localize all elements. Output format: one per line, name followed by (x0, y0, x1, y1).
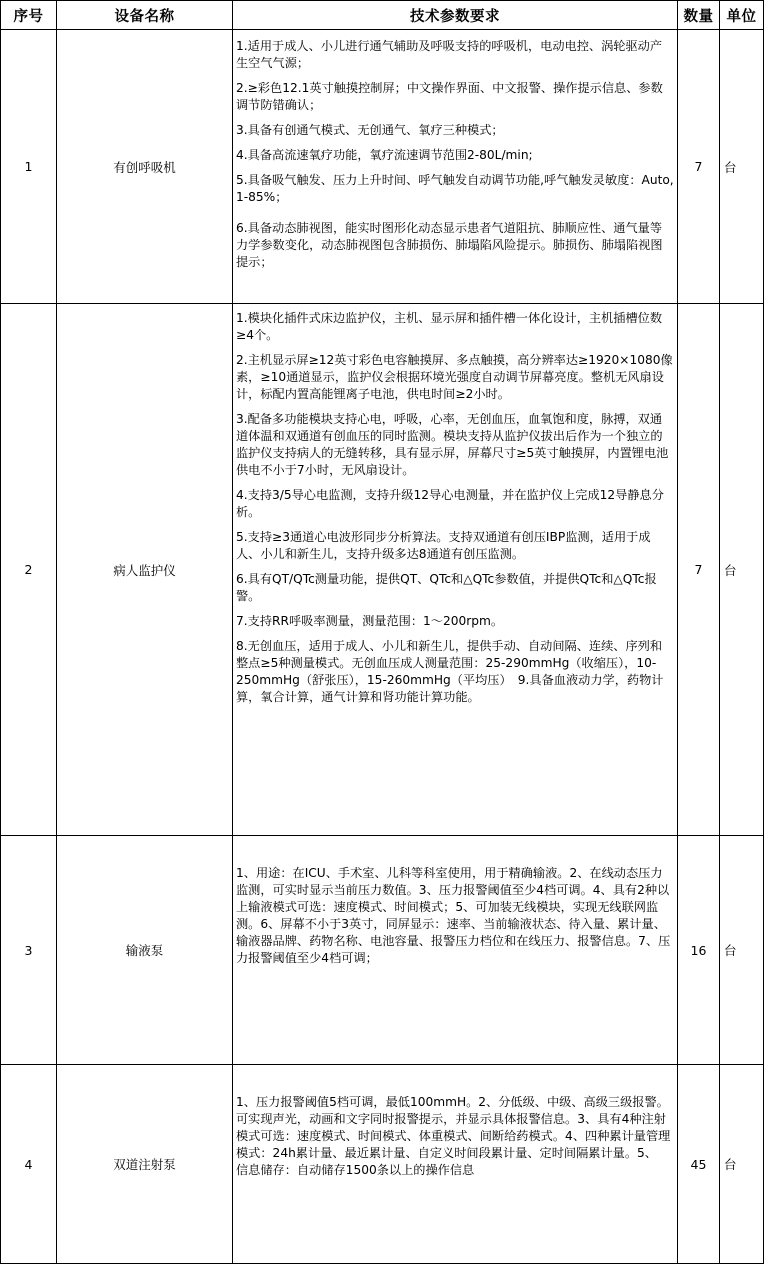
table-header (1, 1, 764, 30)
header-row (1, 1, 764, 30)
header-quantity: 数量 (678, 1, 720, 30)
row-quantity: 7 (678, 304, 720, 836)
spec-item: 2.主机显示屏≥12英寸彩色电容触摸屏、多点触摸，高分辨率达≥1920×1080像素，≥10通道显示，监护仪会根据环境光强度自动调节屏幕亮度。整机无风扇设计，标配内置高能锂离子电池，供电时间≥2小时。 (236, 353, 673, 401)
row-equipment-name: 病人监护仪 (57, 304, 233, 836)
spec-item: 2.≥彩色12.1英寸触摸控制屏；中文操作界面、中文报警、操作提示信息、参数调节防错确认； (236, 81, 663, 112)
spec-item: 6.具备动态肺视图，能实时图形化动态显示患者气道阻抗、肺顺应性、通气量等力学参数变化，动态肺视图包含肺损伤、肺塌陷风险提示。肺损伤、肺塌陷视图提示； (236, 221, 663, 269)
row-unit: 台 (720, 836, 764, 1065)
row-quantity: 7 (678, 30, 720, 304)
row-equipment-name: 双道注射泵 (57, 1065, 233, 1264)
row-technical-specs (233, 30, 678, 304)
spec-item: 7.支持RR呼吸率测量，测量范围：1～200rpm。 (236, 614, 504, 628)
header-serial-number: 序号 (1, 1, 57, 30)
spec-item: 5.支持≥3通道心电波形同步分析算法。支持双通道有创压IBP监测，适用于成人、小儿和新生儿，支持升级多达8通道有创压监测。 (236, 530, 651, 561)
spec-item: 1.模块化插件式床边监护仪，主机、显示屏和插件槽一体化设计，主机插槽位数≥4个。 (236, 311, 663, 342)
spec-item: 1、压力报警阈值5档可调，最低100mmH。2、分低级、中级、高级三级报警。可实现声光，动画和文字同时报警提示，并显示具体报警信息。3、具有4种注射模式可选：速度模式、时间模式、体重模式、间断给药模式。4、四种累计量管理模式：24h累计量、最近累计量、自定义时间段累计量、定时间隔累计量。5、 信息储存：自动储存1500条以上的操作信息 (236, 1095, 671, 1177)
row-technical-specs (233, 836, 678, 1065)
row-unit: 台 (720, 304, 764, 836)
row-serial-number: 2 (1, 304, 57, 836)
spec-item: 4.支持3/5导心电监测，支持升级12导心电测量，并在监护仪上完成12导静息分析。 (236, 488, 664, 519)
table-row (1, 836, 764, 1065)
row-serial-number: 4 (1, 1065, 57, 1264)
row-serial-number: 3 (1, 836, 57, 1065)
spec-item: 5.具备吸气触发、压力上升时间、呼气触发自动调节功能,呼气触发灵敏度：Auto, 1-85%； (236, 173, 674, 204)
table-row (1, 304, 764, 836)
row-unit: 台 (720, 1065, 764, 1264)
spec-item: 3.配备多功能模块支持心电，呼吸，心率，无创血压，血氧饱和度，脉搏，双通道体温和双通道有创血压的同时监测。模块支持从监护仪拔出后作为一个独立的监护仪支持病人的无缝转移，具有显示屏，屏幕尺寸≥5英寸触摸屏，内置锂电池供电不小于7小时，无风扇设计。 (236, 412, 669, 477)
row-equipment-name: 输液泵 (57, 836, 233, 1065)
row-serial-number: 1 (1, 30, 57, 304)
row-equipment-name: 有创呼吸机 (57, 30, 233, 304)
header-equipment-name: 设备名称 (57, 1, 233, 30)
row-unit: 台 (720, 30, 764, 304)
row-quantity: 45 (678, 1065, 720, 1264)
spec-item: 6.具有QT/QTc测量功能，提供QT、QTc和△QTc参数值，并提供QTc和△QTc报警。 (236, 572, 657, 603)
spec-item: 1、用途：在ICU、手术室、儿科等科室使用，用于精确输液。2、在线动态压力监测，可实时显示当前压力数值。3、压力报警阈值至少4档可调。4、具有2种以上输液模式可选：速度模式、时间模式；5、可加装无线模块，实现无线联网监测。6、屏幕不小于3英寸，同屏显示：速率、当前输液状态、待入量、累计量、输液器品牌、药物名称、电池容量、报警压力档位和在线压力、报警信息。7、压力报警阈值至少4档可调； (236, 866, 671, 965)
table-row (1, 1065, 764, 1264)
header-technical-specs: 技术参数要求 (233, 1, 678, 30)
row-technical-specs (233, 1065, 678, 1264)
spec-item: 3.具备有创通气模式、无创通气、氧疗三种模式； (236, 123, 504, 137)
row-quantity: 16 (678, 836, 720, 1065)
spec-item: 4.具备高流速氧疗功能，氧疗流速调节范围2-80L/min; (236, 148, 533, 162)
header-unit: 单位 (720, 1, 764, 30)
table-body (1, 30, 764, 1264)
spec-item: 8.无创血压，适用于成人、小儿和新生儿，提供手动、自动间隔、连续、序列和整点≥5种测量模式。无创血压成人测量范围：25-290mmHg（收缩压），10-250mmHg（舒张压），15-260mmHg（平均压） 9.具备血液动力学，药物计算，氧合计算，通气计算和肾功能计算功能。 (236, 639, 664, 704)
spec-item: 1.适用于成人、小儿进行通气辅助及呼吸支持的呼吸机，电动电控、涡轮驱动产生空气气源； (236, 39, 663, 70)
table-row (1, 30, 764, 304)
row-technical-specs (233, 304, 678, 836)
